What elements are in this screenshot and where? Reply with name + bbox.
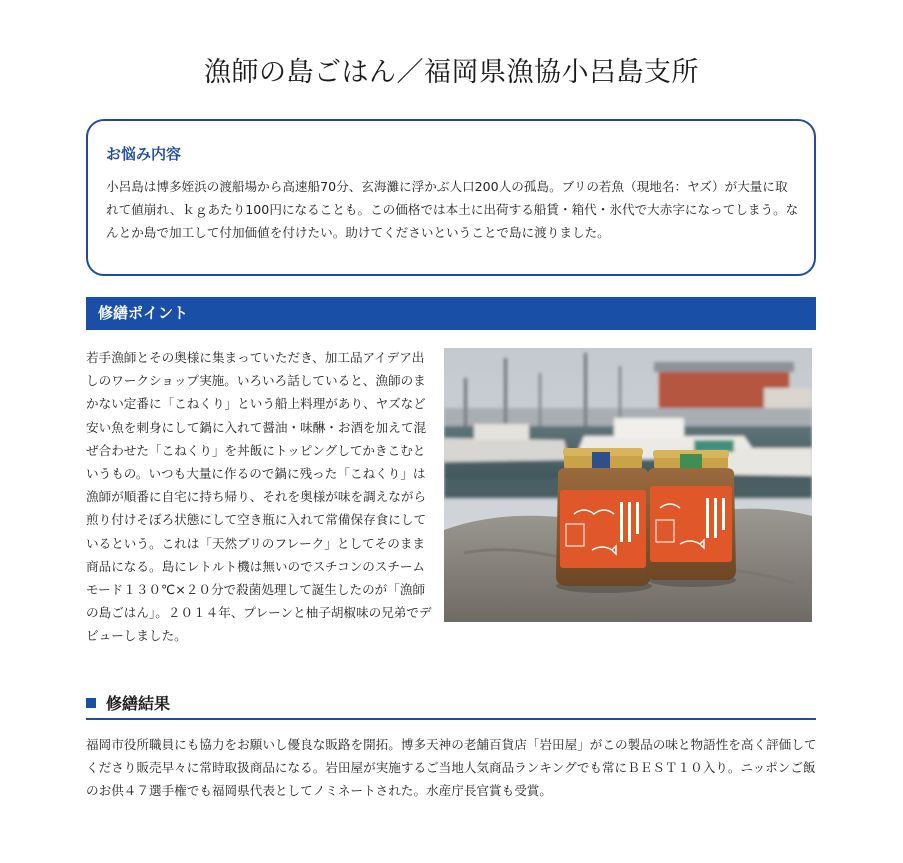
problem-body: 小呂島は博多姪浜の渡船場から高速船70分、玄海灘に浮かぶ人口200人の孤島。ブリの若魚（現地名：ヤズ）が大量に取れて値崩れ、ｋｇあたり100円になることも。この価格では本土に出荷する船賃・箱代・氷代で大赤字になってしまう。なんとか島で加工して付加価値を付けたい。助けてくださいということで島に渡りました。 <box>106 179 799 240</box>
bullet-square-icon <box>86 698 96 708</box>
result-title: 修繕結果 <box>106 694 171 713</box>
problem-heading: お悩み内容 <box>106 145 182 163</box>
problem-box <box>86 119 816 276</box>
result-heading <box>86 690 816 720</box>
point-heading: 修繕ポイント <box>86 297 816 330</box>
page-title: 漁師の島ごはん／福岡県漁協小呂島支所 <box>204 57 699 88</box>
point-body: 若手漁師とその奥様に集まっていただき、加工品アイデア出しのワークショップ実施。いろいろ話していると、漁師のまかない定番に「こねくり」という船上料理があり、ヤズなど安い魚を刺身にして鍋に入れて醤油・味醂・お酒を加えて混ぜ合わせた「こねくり」を丼飯にトッピングしてかきこむというもの。いつも大量に作るので鍋に残った「こねくり」は漁師が順番に自宅に持ち帰り、それを奥様が味を調えながら煎り付けそぼろ状態にして空き瓶に入れて常備保存食にしているという。これは「天然ブリのフレーク」としてそのまま商品になる。島にレトルト機は無いのでスチコンのスチームモード１３０℃×２０分で殺菌処理して誕生したのが「漁師の島ごはん」。２０１４年、プレーンと柚子胡椒味の兄弟でデビューしました。 <box>86 350 432 644</box>
product-photo <box>444 348 812 622</box>
result-body: 福岡市役所職員にも協力をお願いし優良な販路を開拓。博多天神の老舗百貨店「岩田屋」がこの製品の味と物語性を高く評価してくださり販売早々に常時取扱商品になる。岩田屋が実施するご当地人気商品ランキングでも常にＢＥＳＴ１０入り。ニッポンご飯のお供４７選手権でも福岡県代表としてノミネートされた。水産庁長官賞も受賞。 <box>86 737 817 798</box>
